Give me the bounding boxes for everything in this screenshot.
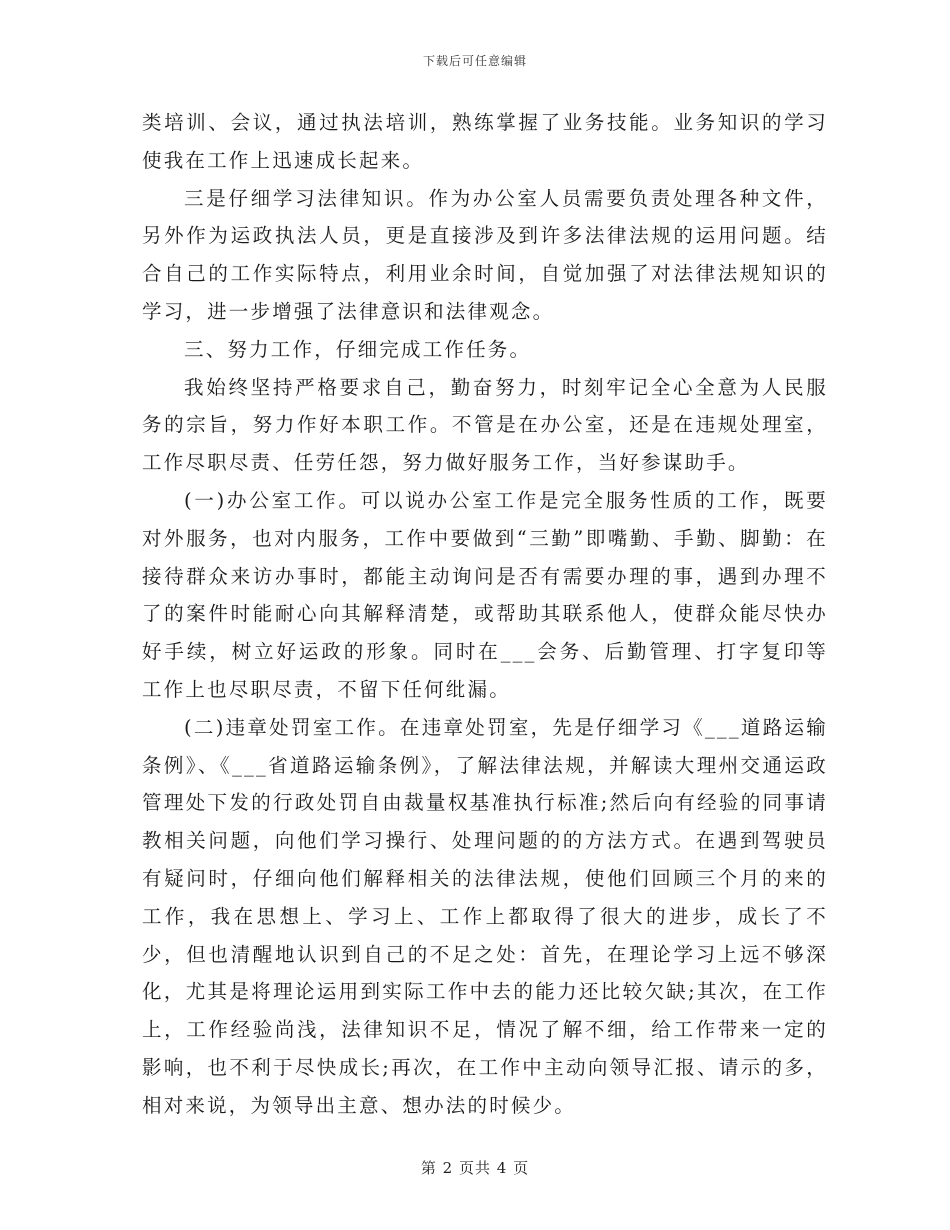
section-heading: 三、努力工作，仔细完成工作任务。	[184, 337, 532, 361]
paragraph-2: 三是仔细学习法律知识。作为办公室人员需要负责处理各种文件，另外作为运政执法人员，更是直接涉及到许多法律法规的运用问题。结合自己的工作实际特点，利用业余时间，自觉加强了对法律法规知识的学习，进一步增强了法律意识和法律观念。	[142, 186, 828, 323]
paragraph-3: 我始终坚持严格要求自己，勤奋努力，时刻牢记全心全意为人民服务的宗旨，努力作好本职工作。不管是在办公室，还是在违规处理室，工作尽职尽责、任劳任怨，努力做好服务工作，当好参谋助手。	[142, 375, 828, 475]
page-number: 第 2 页共 4 页	[420, 1159, 530, 1177]
paragraph-penalty-office-work: (二)违章处罚室工作。在违章处罚室，先是仔细学习《___道路运输条例》、《___省道路运输条例》，了解法律法规，并解读大理州交通运政管理处下发的行政处罚自由裁量权基准执行标准;然后向有经验的同事请教相关问题，向他们学习操行、处理问题的的方法方式。在遇到驾驶员有疑问时，仔细向他们解释相关的法律法规，使他们回顾三个月的来的工作，我在思想上、学习上、工作上都取得了很大的进步，成长了不少，但也清醒地认识到自己的不足之处：首先，在理论学习上远不够深化，尤其是将理论运用到实际工作中去的能力还比较欠缺;其次，在工作上，工作经验尚浅，法律知识不足，情况了解不细，给工作带来一定的影响，也不利于尽快成长;再次，在工作中主动向领导汇报、请示的多，相对来说，为领导出主意、想办法的时候少。	[142, 715, 828, 1117]
page-header: 下载后可任意编辑	[422, 54, 527, 68]
paragraph-office-work: (一)办公室工作。可以说办公室工作是完全服务性质的工作，既要对外服务，也对内服务，工作中要做到“三勤”即嘴勤、手勤、脚勤：在接待群众来访办事时，都能主动询问是否有需要办理的事，遇到办理不了的案件时能耐心向其解释清楚，或帮助其联系他人，使群众能尽快办好手续，树立好运政的形象。同时在___会务、后勤管理、打字复印等工作上也尽职尽责，不留下任何纰漏。	[142, 488, 828, 701]
document-body	[142, 104, 828, 1125]
paragraph-1: 类培训、会议，通过执法培训，熟练掌握了业务技能。业务知识的学习使我在工作上迅速成长起来。	[142, 111, 828, 172]
